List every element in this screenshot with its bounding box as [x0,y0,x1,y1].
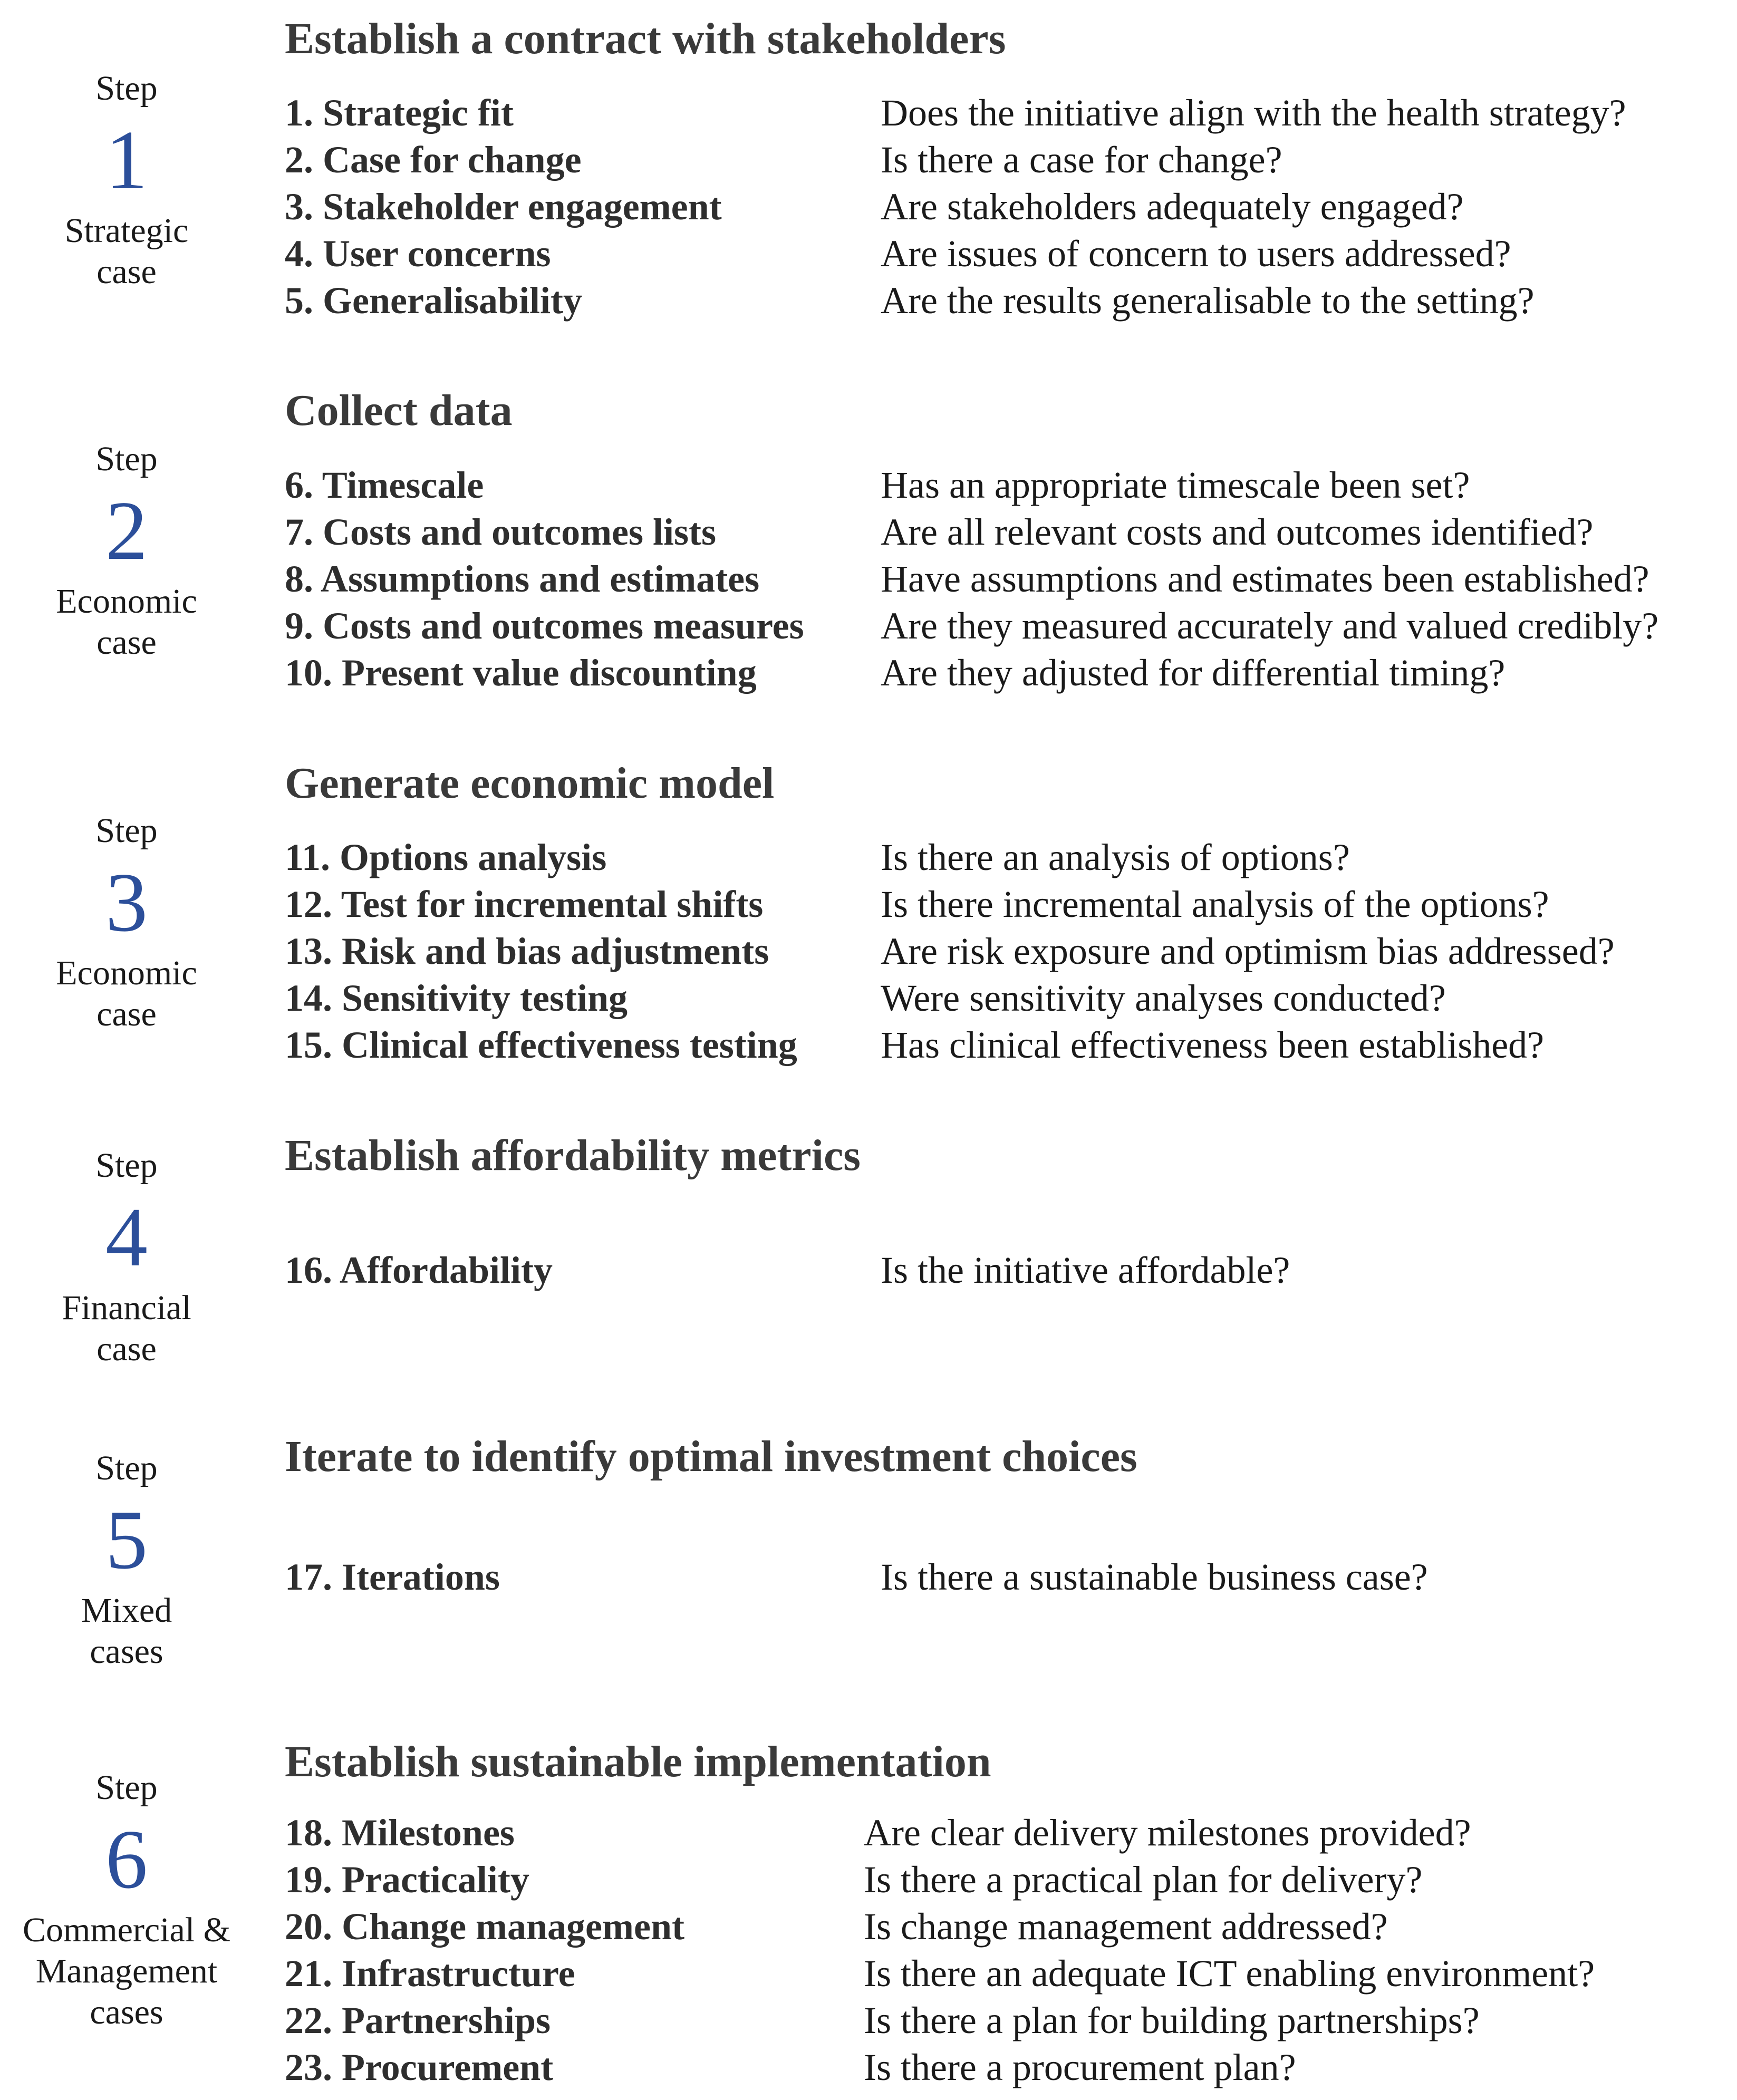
row-question: Are clear delivery milestones provided? [864,1812,1471,1854]
row-item: 23. Procurement [285,2046,554,2088]
step-2-label [0,442,253,663]
row-question: Are the results generalisable to the setting? [881,279,1535,322]
row-question: Has an appropriate timescale been set? [881,464,1470,506]
step-word: Step [95,1768,158,1807]
table-row [285,94,1730,141]
row-item: 16. Affordability [285,1249,553,1291]
step-word: Step [95,811,158,850]
section-heading: Establish affordability metrics [285,1131,861,1180]
case-label: cases [90,1632,163,1671]
row-item: 2. Case for change [285,139,582,181]
table-row [285,838,1730,886]
table-row [285,1251,1730,1299]
table-row [285,1026,1730,1073]
row-item: 5. Generalisability [285,279,582,322]
row-question: Are they adjusted for differential timing? [881,652,1506,694]
row-question: Have assumptions and estimates been established? [881,558,1649,600]
case-label: Financial [62,1289,191,1327]
section-heading: Establish a contract with stakeholders [285,14,1006,63]
step-number: 1 [105,113,148,207]
case-label: case [96,1329,157,1368]
table-row [285,932,1730,980]
case-label: Management [35,1951,218,1990]
table-row [285,141,1730,188]
row-question: Is there incremental analysis of the options? [881,883,1549,925]
case-label: cases [90,1992,163,2031]
table-row [285,654,1730,701]
case-label: case [96,623,157,662]
row-question: Is there a plan for building partnerships? [864,1999,1480,2041]
step-number: 4 [105,1190,148,1284]
step-word: Step [95,69,158,108]
row-question: Is there an adequate ICT enabling environment? [864,1952,1595,1995]
table-row [285,885,1730,933]
row-item: 19. Practicality [285,1859,529,1901]
case-label: Economic [56,954,197,992]
row-question: Is there a practical plan for delivery? [864,1859,1423,1901]
row-question: Does the initiative align with the health strategy? [881,92,1626,134]
row-question: Has clinical effectiveness been established? [881,1024,1545,1066]
table-row [285,279,1730,329]
row-item: 17. Iterations [285,1556,500,1598]
step-5-label [0,1451,253,1672]
table-row [285,2001,1730,2049]
row-question: Is change management addressed? [864,1905,1388,1948]
row-question: Are they measured accurately and valued credibly? [881,605,1659,647]
row-question: Is there an analysis of options? [881,836,1350,878]
case-label: Economic [56,582,197,621]
table-row [285,1558,1730,1605]
row-question: Is there a case for change? [881,139,1282,181]
row-item: 20. Change management [285,1905,684,1948]
table-row [285,979,1730,1027]
row-item: 11. Options analysis [285,836,607,878]
row-question: Were sensitivity analyses conducted? [881,977,1446,1019]
row-item: 6. Timescale [285,464,484,506]
row-item: 14. Sensitivity testing [285,977,628,1019]
table-row [285,1861,1730,1908]
section-heading: Generate economic model [285,759,775,808]
section-heading: Collect data [285,386,513,435]
row-question: Is there a sustainable business case? [881,1556,1428,1598]
case-label: case [96,252,157,291]
table-row [285,466,1730,514]
step-4-label [0,1148,253,1370]
table-row [285,1905,1730,1955]
step-number: 6 [105,1812,148,1906]
case-label: Commercial & [22,1911,231,1949]
table-row [285,1814,1730,1861]
row-question: Are stakeholders adequately engaged? [881,186,1464,228]
table-row [285,607,1730,654]
step-number: 3 [105,855,148,949]
row-item: 18. Milestones [285,1812,515,1854]
table-row [285,1954,1730,2002]
row-item: 21. Infrastructure [285,1952,575,1995]
row-item: 12. Test for incremental shifts [285,883,764,925]
row-question: Are risk exposure and optimism bias addressed? [881,930,1615,972]
row-item: 10. Present value discounting [285,652,757,694]
row-item: 22. Partnerships [285,1999,551,2041]
table-row [285,235,1730,282]
step-number: 5 [105,1493,148,1586]
row-item: 3. Stakeholder engagement [285,186,722,228]
row-question: Is the initiative affordable? [881,1249,1290,1291]
row-question: Are all relevant costs and outcomes identified? [881,511,1594,553]
row-item: 1. Strategic fit [285,92,514,134]
row-item: 13. Risk and bias adjustments [285,930,769,972]
section-heading: Establish sustainable implementation [285,1737,991,1786]
section-heading: Iterate to identify optimal investment choices [285,1432,1137,1481]
step-word: Step [95,440,158,478]
row-item: 4. User concerns [285,233,551,275]
step-number: 2 [105,483,148,577]
step-word: Step [95,1146,158,1185]
step-6-label [0,1770,253,2033]
row-item: 15. Clinical effectiveness testing [285,1024,797,1066]
case-label: Strategic [64,211,189,250]
row-question: Is there a procurement plan? [864,2046,1296,2088]
table-row [285,188,1730,235]
row-item: 9. Costs and outcomes measures [285,605,804,647]
table-row [285,2048,1730,2096]
table-row [285,513,1730,560]
step-1-label [0,71,253,293]
step-word: Step [95,1449,158,1487]
table-row [285,560,1730,607]
case-label: case [96,994,157,1033]
row-question: Are issues of concern to users addressed? [881,233,1511,275]
case-label: Mixed [81,1591,172,1630]
step-3-label [0,811,253,1035]
row-item: 8. Assumptions and estimates [285,558,760,600]
row-item: 7. Costs and outcomes lists [285,511,717,553]
